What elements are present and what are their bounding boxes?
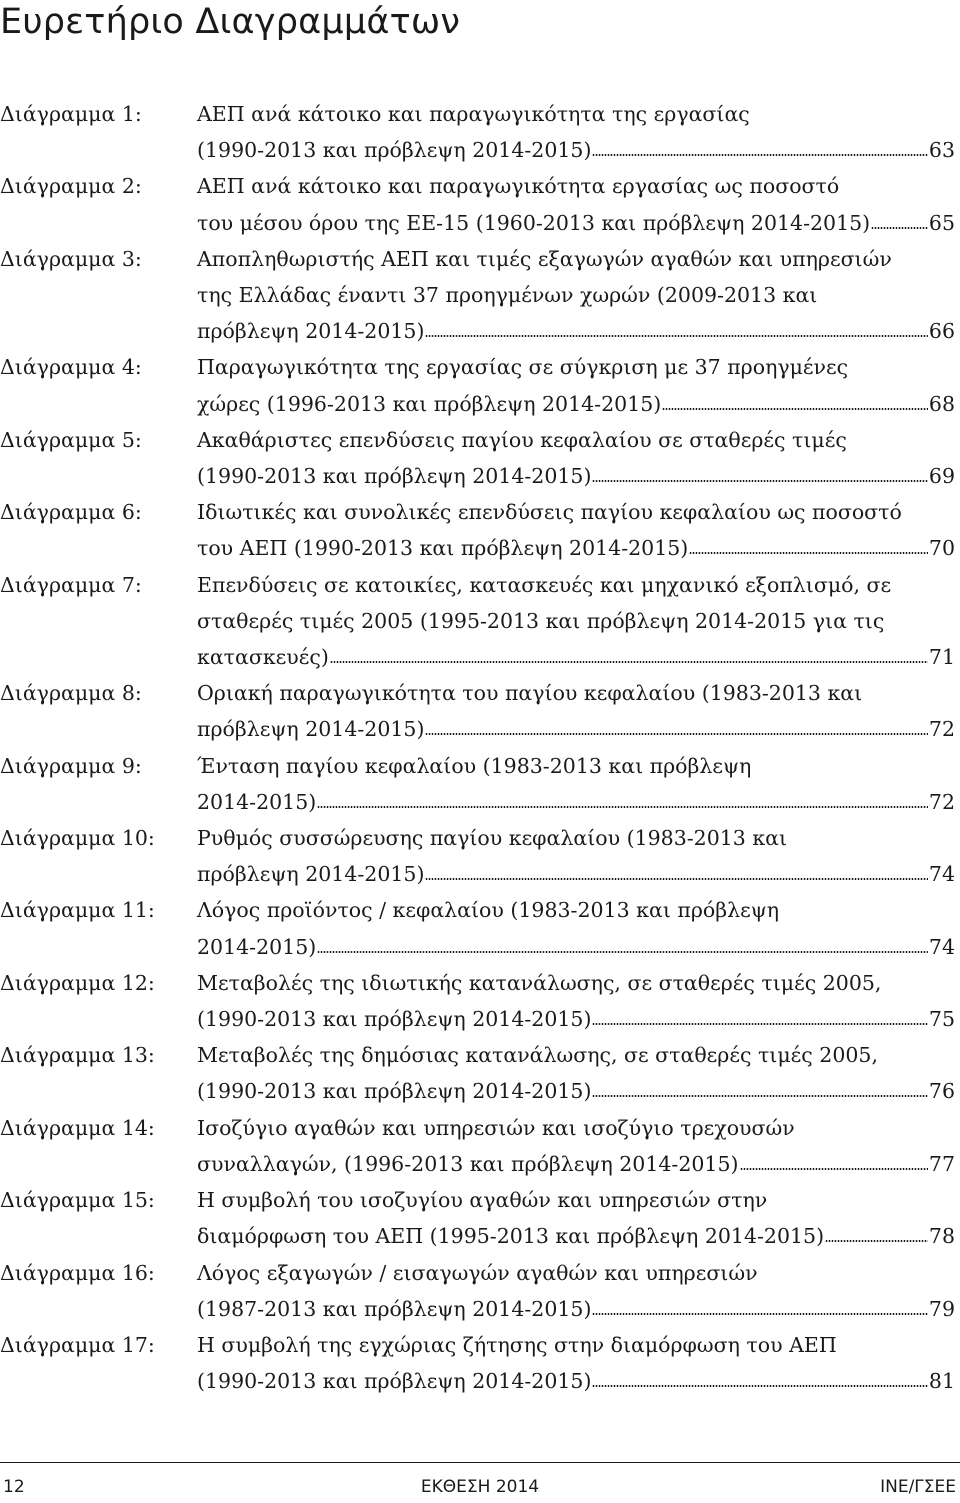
toc-entry-page-number[interactable]: 72	[928, 789, 955, 814]
toc-entry-page-number[interactable]: 78	[928, 1224, 955, 1249]
toc-entry-label: Διάγραμμα 12:	[0, 970, 155, 995]
toc-entry-page-number[interactable]: 69	[928, 464, 955, 489]
toc-entry-text-line: (1987-2013 και πρόβλεψη 2014-2015)	[197, 1296, 592, 1321]
toc-entry[interactable]	[0, 422, 960, 494]
toc-entry-last-line	[197, 711, 955, 747]
toc-entry[interactable]	[0, 567, 960, 676]
toc-entry-page-number[interactable]: 70	[928, 536, 955, 561]
toc-entry-description	[197, 168, 960, 240]
toc-entry-text-line: διαμόρφωση του ΑΕΠ (1995-2013 και πρόβλεψη 2014-2015)	[197, 1224, 825, 1249]
toc-entry-text-line: ΑΕΠ ανά κάτοικο και παραγωγικότητα εργασίας ως ποσοστό	[197, 174, 840, 199]
toc-entry-label: Διάγραμμα 1:	[0, 102, 142, 126]
footer-report-title: ΕΚΘΕΣΗ 2014	[420, 1477, 540, 1497]
toc-entry-last-line	[197, 929, 955, 965]
dot-leader	[317, 951, 928, 953]
dot-leader	[425, 335, 927, 337]
toc-entry[interactable]	[0, 96, 960, 168]
toc-entry-text-line: Μεταβολές της ιδιωτικής κατανάλωσης, σε σταθερές τιμές 2005,	[197, 970, 882, 995]
toc-entry-text-line: Ιδιωτικές και συνολικές επενδύσεις παγίου κεφαλαίου ως ποσοστό	[197, 500, 902, 525]
toc-entry-text-line: (1990-2013 και πρόβλεψη 2014-2015)	[197, 138, 592, 163]
toc-entry-description	[197, 1255, 960, 1327]
toc-entry-last-line	[197, 1146, 955, 1182]
toc-entry-description	[197, 965, 960, 1037]
toc-entry-text-line: της Ελλάδας έναντι 37 προηγμένων χωρών (2009-2013 και	[197, 283, 818, 308]
toc-entry-last-line	[197, 1073, 955, 1109]
dot-leader	[592, 1023, 927, 1025]
toc-entry-text-line: Μεταβολές της δημόσιας κατανάλωσης, σε σταθερές τιμές 2005,	[197, 1043, 878, 1068]
toc-entry[interactable]	[0, 1037, 960, 1109]
toc-entry-text-line: Αποπληθωριστής ΑΕΠ και τιμές εξαγωγών αγαθών και υπηρεσιών	[197, 246, 892, 271]
toc-entry-label: Διάγραμμα 17:	[0, 1332, 155, 1357]
toc-entry-description	[197, 96, 960, 168]
toc-entry-last-line	[197, 856, 955, 892]
toc-entry-page-number[interactable]: 74	[928, 862, 955, 887]
dot-leader	[592, 1095, 927, 1097]
toc-entry-description	[197, 675, 960, 747]
toc-entry-page-number[interactable]: 77	[928, 1151, 955, 1176]
toc-entry-last-line	[197, 1363, 955, 1399]
toc-entry-text-line: (1990-2013 και πρόβλεψη 2014-2015)	[197, 1369, 592, 1394]
dot-leader	[662, 408, 928, 410]
toc-entry-page-number[interactable]: 63	[928, 138, 955, 163]
toc-entry-text-line: συναλλαγών, (1996-2013 και πρόβλεψη 2014-2015)	[197, 1151, 739, 1176]
toc-entry-text-line: Η συμβολή της εγχώριας ζήτησης στην διαμόρφωση του ΑΕΠ	[197, 1332, 837, 1357]
toc-entry-label: Διάγραμμα 5:	[0, 427, 142, 452]
toc-entry[interactable]	[0, 1255, 960, 1327]
toc-entry-text-line: πρόβλεψη 2014-2015)	[197, 717, 425, 742]
dot-leader	[689, 552, 928, 554]
toc-entry-text-line: Λόγος εξαγωγών / εισαγωγών αγαθών και υπηρεσιών	[197, 1260, 758, 1285]
toc-entry-label: Διάγραμμα 14:	[0, 1115, 155, 1140]
toc-entry-label: Διάγραμμα 11:	[0, 898, 155, 923]
toc-entry-last-line	[197, 639, 955, 675]
toc-entry-page-number[interactable]: 66	[928, 319, 955, 344]
toc-entry-description	[197, 1182, 960, 1254]
toc-entry-page-number[interactable]: 72	[928, 717, 955, 742]
toc-entry-last-line	[197, 313, 955, 349]
toc-entry-description	[197, 1327, 960, 1399]
toc-entry-last-line	[197, 1291, 955, 1327]
toc-entry-text-line: του ΑΕΠ (1990-2013 και πρόβλεψη 2014-2015)	[197, 536, 689, 561]
toc-entry-label: Διάγραμμα 3:	[0, 246, 142, 271]
toc-entry-text-line: 2014-2015)	[197, 934, 317, 959]
toc-entry-page-number[interactable]: 68	[928, 391, 955, 416]
toc-entry-page-number[interactable]: 65	[928, 210, 955, 235]
toc-entry-description	[197, 748, 960, 820]
toc-entry-text-line: Παραγωγικότητα της εργασίας σε σύγκριση με 37 προηγμένες	[197, 355, 849, 380]
toc-entry-text-line: του μέσου όρου της ΕΕ-15 (1960-2013 και πρόβλεψη 2014-2015)	[197, 210, 871, 235]
toc-entry-label: Διάγραμμα 13:	[0, 1043, 155, 1068]
toc-entry-label: Διάγραμμα 4:	[0, 355, 142, 380]
toc-entry[interactable]	[0, 820, 960, 892]
toc-entry-last-line	[197, 784, 955, 820]
toc-entry-description	[197, 567, 960, 676]
toc-entry-text-line: 2014-2015)	[197, 789, 317, 814]
toc-entry-text-line: (1990-2013 και πρόβλεψη 2014-2015)	[197, 1007, 592, 1032]
toc-entry-last-line	[197, 1001, 955, 1037]
toc-entry-page-number[interactable]: 79	[928, 1296, 955, 1321]
toc-entry-text-line: Ακαθάριστες επενδύσεις παγίου κεφαλαίου σε σταθερές τιμές	[197, 427, 847, 452]
dot-leader	[871, 227, 928, 229]
toc-entry-text-line: ΑΕΠ ανά κάτοικο και παραγωγικότητα της εργασίας	[197, 102, 750, 126]
toc-entry[interactable]	[0, 241, 960, 350]
toc-entry-text-line: Επενδύσεις σε κατοικίες, κατασκευές και μηχανικό εξοπλισμό, σε	[197, 572, 892, 597]
toc-entry[interactable]	[0, 748, 960, 820]
toc-entry[interactable]	[0, 892, 960, 964]
toc-entry[interactable]	[0, 965, 960, 1037]
toc-entry-last-line	[197, 458, 955, 494]
toc-entry[interactable]	[0, 1182, 960, 1254]
toc-entry-text-line: κατασκευές)	[197, 645, 329, 670]
toc-entry-last-line	[197, 1218, 955, 1254]
toc-entry-description	[197, 349, 960, 421]
footer-page-number: 12	[3, 1477, 25, 1497]
toc-entry-page-number[interactable]: 81	[928, 1369, 955, 1394]
page-title: Ευρετήριο Διαγραμμάτων	[0, 2, 461, 42]
toc-entry[interactable]	[0, 494, 960, 566]
toc-list	[0, 96, 960, 1399]
toc-entry-label: Διάγραμμα 8:	[0, 681, 142, 706]
toc-entry-text-line: Η συμβολή του ισοζυγίου αγαθών και υπηρεσιών στην	[197, 1188, 768, 1213]
toc-entry-label: Διάγραμμα 6:	[0, 500, 142, 525]
toc-entry-text-line: Ρυθμός συσσώρευσης παγίου κεφαλαίου (1983-2013 και	[197, 826, 788, 851]
toc-entry-text-line: Λόγος προϊόντος / κεφαλαίου (1983-2013 και πρόβλεψη	[197, 898, 780, 923]
toc-entry-label: Διάγραμμα 10:	[0, 826, 155, 851]
toc-entry-last-line	[197, 530, 955, 566]
toc-entry-text-line: πρόβλεψη 2014-2015)	[197, 862, 425, 887]
toc-entry-page-number[interactable]: 75	[928, 1007, 955, 1032]
dot-leader	[592, 154, 927, 156]
dot-leader	[425, 878, 927, 880]
dot-leader	[825, 1240, 928, 1242]
toc-entry-text-line: χώρες (1996-2013 και πρόβλεψη 2014-2015)	[197, 391, 662, 416]
toc-entry-description	[197, 422, 960, 494]
toc-entry-text-line: πρόβλεψη 2014-2015)	[197, 319, 425, 344]
toc-entry-description	[197, 820, 960, 892]
dot-leader	[592, 1385, 927, 1387]
toc-entry-description	[197, 241, 960, 350]
dot-leader	[425, 733, 927, 735]
toc-entry-label: Διάγραμμα 15:	[0, 1188, 155, 1213]
toc-entry-last-line	[197, 132, 955, 168]
toc-entry-last-line	[197, 205, 955, 241]
toc-entry-text-line: Ένταση παγίου κεφαλαίου (1983-2013 και πρόβλεψη	[197, 753, 752, 778]
toc-entry-last-line	[197, 386, 955, 422]
toc-entry-description	[197, 1110, 960, 1182]
footer-organization: ΙΝΕ/ΓΣΕΕ	[880, 1477, 956, 1497]
toc-entry-page-number[interactable]: 71	[928, 645, 955, 670]
toc-entry[interactable]	[0, 1327, 960, 1399]
toc-entry-page-number[interactable]: 74	[928, 934, 955, 959]
toc-entry-label: Διάγραμμα 16:	[0, 1260, 155, 1285]
page-footer	[0, 1462, 960, 1497]
dot-leader	[740, 1168, 928, 1170]
dot-leader	[317, 806, 928, 808]
toc-entry-text-line: Ισοζύγιο αγαθών και υπηρεσιών και ισοζύγιο τρεχουσών	[197, 1115, 795, 1140]
toc-entry-text-line: (1990-2013 και πρόβλεψη 2014-2015)	[197, 464, 592, 489]
toc-entry-page-number[interactable]: 76	[928, 1079, 955, 1104]
toc-entry[interactable]	[0, 1110, 960, 1182]
dot-leader	[330, 661, 928, 663]
toc-entry-text-line: σταθερές τιμές 2005 (1995-2013 και πρόβλεψη 2014-2015 για τις	[197, 608, 885, 633]
toc-entry-text-line: (1990-2013 και πρόβλεψη 2014-2015)	[197, 1079, 592, 1104]
toc-entry-label: Διάγραμμα 9:	[0, 753, 142, 778]
toc-entry-description	[197, 494, 960, 566]
toc-entry[interactable]	[0, 675, 960, 747]
toc-entry[interactable]	[0, 168, 960, 240]
toc-entry-text-line: Οριακή παραγωγικότητα του παγίου κεφαλαίου (1983-2013 και	[197, 681, 863, 706]
toc-entry-description	[197, 1037, 960, 1109]
dot-leader	[592, 480, 927, 482]
toc-entry-description	[197, 892, 960, 964]
toc-entry[interactable]	[0, 349, 960, 421]
toc-entry-label: Διάγραμμα 7:	[0, 572, 142, 597]
dot-leader	[592, 1313, 927, 1315]
toc-entry-label: Διάγραμμα 2:	[0, 174, 142, 199]
